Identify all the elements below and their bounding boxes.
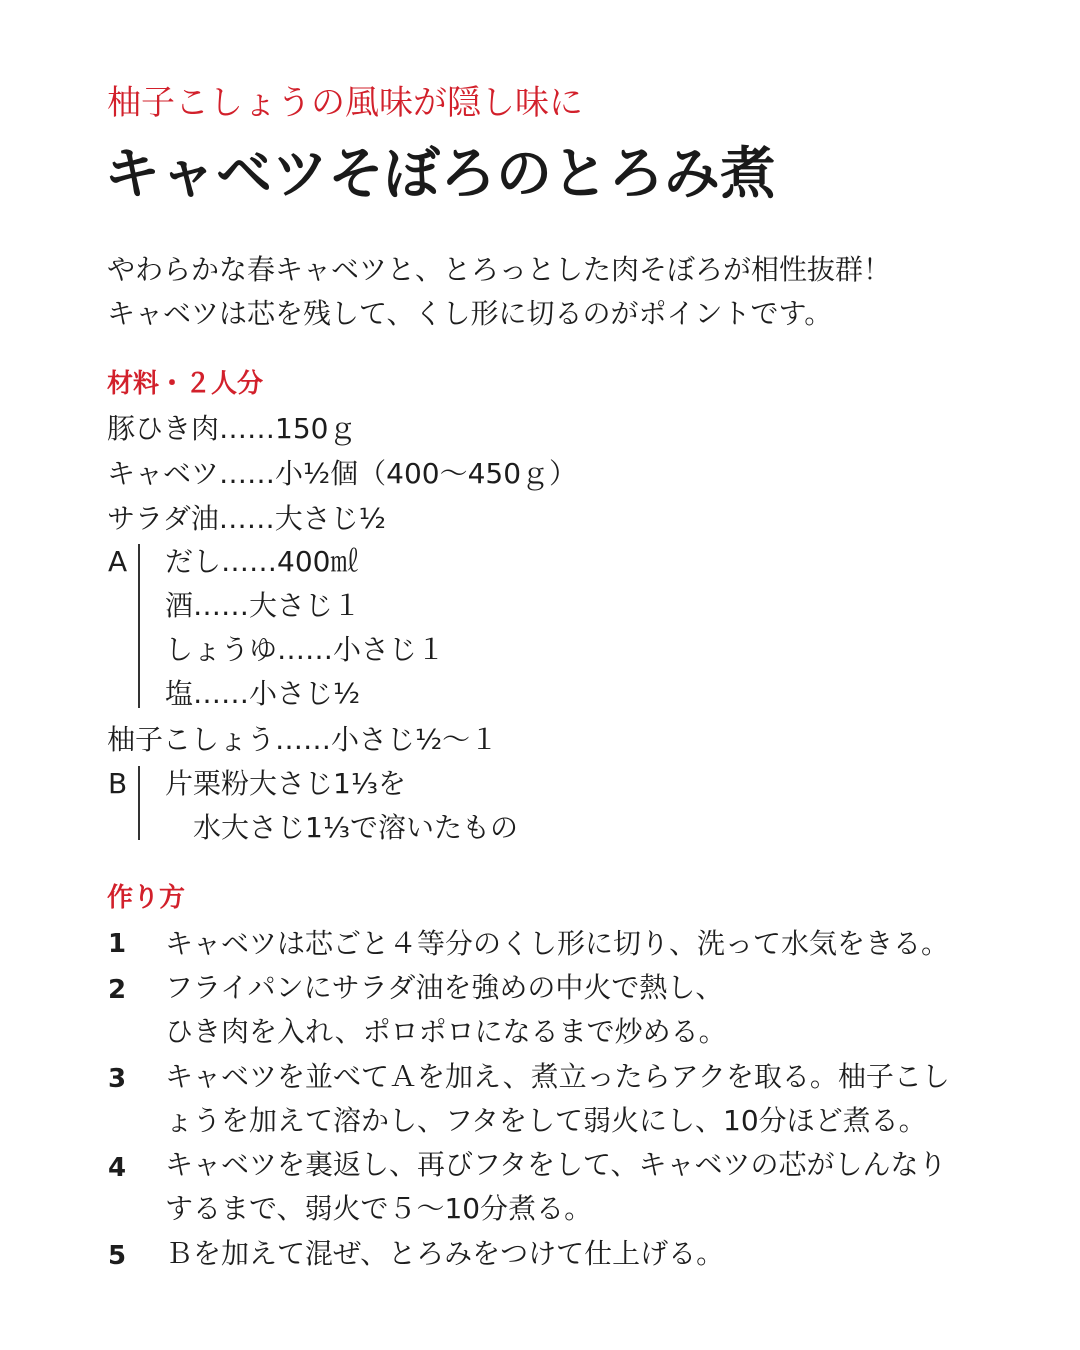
ingredient-item: サラダ油……大さじ½ xyxy=(107,502,386,535)
step-line: するまで、弱火で５～10分煮る。 xyxy=(165,1192,593,1225)
intro-line: やわらかな春キャベツと、とろっとした肉そぼろが相性抜群！ xyxy=(107,253,892,286)
group-b-label: B xyxy=(108,767,128,800)
recipe-intro xyxy=(107,248,891,336)
step-number: 4 xyxy=(108,1153,127,1183)
intro-line: キャベツは芯を残して、くし形に切るのがポイントです。 xyxy=(107,297,833,330)
step-number: 3 xyxy=(108,1064,127,1094)
step-line: Ｂを加えて混ぜ、とろみをつけて仕上げる。 xyxy=(165,1237,725,1270)
step-line: ひき肉を入れ、ポロポロになるまで炒める。 xyxy=(165,1015,727,1048)
group-a-item: 酒……大さじ１ xyxy=(165,589,362,622)
step-number: 5 xyxy=(108,1241,127,1271)
step-number: 1 xyxy=(108,929,127,959)
group-b-bracket xyxy=(138,766,140,840)
recipe-title: キャベツそぼろのとろみ煮 xyxy=(104,142,776,207)
group-b-item: 片栗粉大さじ1⅓を xyxy=(165,767,406,800)
group-a-item: だし……400㎖ xyxy=(165,545,359,578)
group-a-item: しょうゆ……小さじ１ xyxy=(165,633,446,666)
ingredient-item: 豚ひき肉……150ｇ xyxy=(107,412,357,445)
step-line: ょうを加えて溶かし、フタをして弱火にし、10分ほど煮る。 xyxy=(165,1104,927,1137)
step-line: キャベツを並べてＡを加え、煮立ったらアクを取る。柚子こし xyxy=(165,1060,950,1093)
group-a-bracket xyxy=(138,544,140,708)
recipe-subtitle: 柚子こしょうの風味が隠し味に xyxy=(107,83,583,123)
step-line: フライパンにサラダ油を強めの中火で熱し、 xyxy=(165,971,724,1004)
step-text xyxy=(165,966,727,1054)
group-a-label: A xyxy=(108,545,128,578)
step-line: キャベツを裏返し、再びフタをして、キャベツの芯がしんなり xyxy=(165,1148,947,1181)
group-a-item: 塩……小さじ½ xyxy=(165,677,361,710)
step-text xyxy=(165,922,949,966)
step-text xyxy=(165,1055,950,1143)
ingredient-item: キャベツ……小½個（400～450ｇ） xyxy=(107,457,578,490)
ingredients-heading: 材料・２人分 xyxy=(107,369,264,399)
step-line: キャベツは芯ごと４等分のくし形に切り、洗って水気をきる。 xyxy=(165,927,950,960)
step-number: 2 xyxy=(108,975,127,1005)
group-b-item: 水大さじ1⅓で溶いたもの xyxy=(165,811,518,844)
step-text xyxy=(165,1232,724,1276)
step-text xyxy=(165,1143,946,1231)
ingredient-item: 柚子こしょう……小さじ½～１ xyxy=(107,723,499,756)
steps-heading: 作り方 xyxy=(107,883,186,913)
